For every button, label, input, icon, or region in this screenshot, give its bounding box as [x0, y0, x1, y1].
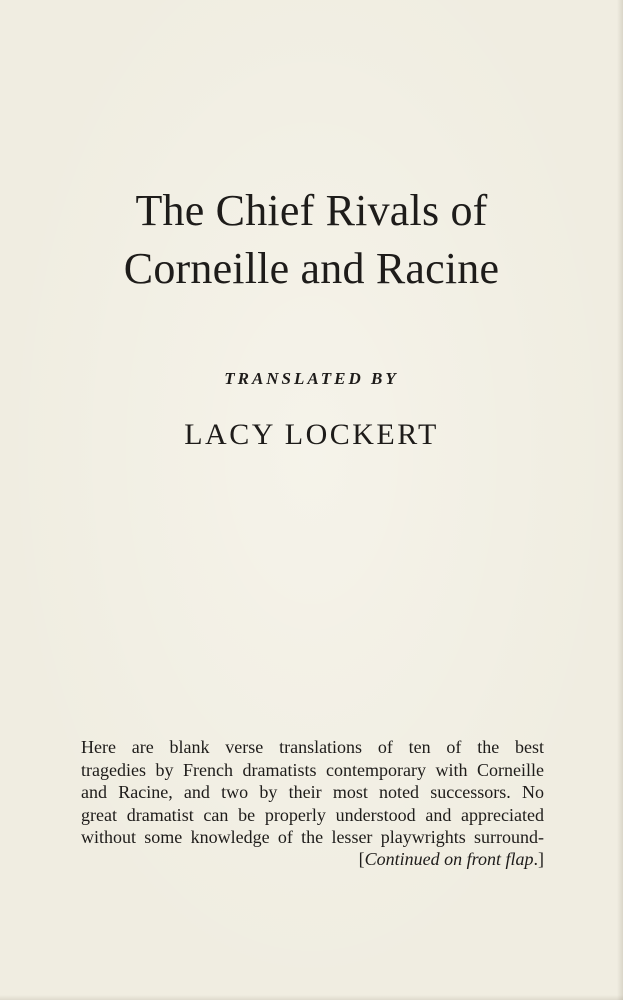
book-title-line-2: Corneille and Racine	[123, 244, 500, 293]
description-line-3: and Racine, and two by their most noted successors. No	[81, 782, 544, 802]
description-line-5: without some knowledge of the lesser playwrights surround-	[81, 827, 544, 847]
book-title-line-1: The Chief Rivals of	[135, 186, 488, 235]
page-edge-shadow-right	[617, 0, 623, 1000]
translated-by-label: TRANSLATED BY	[224, 369, 399, 388]
description-paragraph	[81, 736, 544, 849]
description-line-1: Here are blank verse translations of ten of the best	[81, 737, 544, 757]
continued-close-bracket: .]	[533, 849, 544, 869]
description-line-2: tragedies by French dramatists contemporary with Corneille	[81, 759, 544, 780]
continued-open-bracket: [	[358, 849, 365, 869]
continued-note	[0, 848, 544, 870]
page-edge-shadow-bottom	[0, 995, 623, 1000]
book-title	[0, 182, 623, 298]
continued-text: Continued on front flap	[364, 849, 534, 869]
translator-name: LACY LOCKERT	[184, 418, 439, 451]
description-line-4: great dramatist can be properly understood and appreciated	[81, 804, 544, 825]
